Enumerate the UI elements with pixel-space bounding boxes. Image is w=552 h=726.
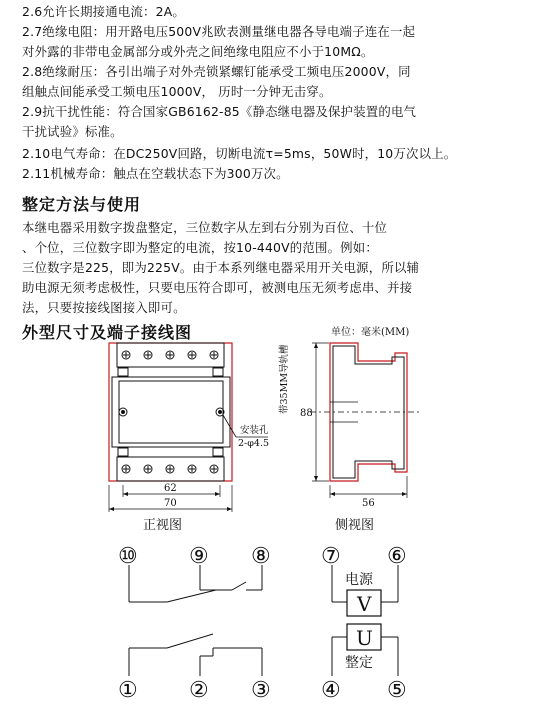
- terminal-5: ⑤: [387, 678, 407, 703]
- section-heading-dimensions: 外型尺寸及端子接线图: [22, 323, 193, 342]
- terminal-1: ①: [118, 678, 138, 703]
- setting-para-2a: 三位数字是225，即为225V。由于本系列继电器采用开关电源，所以辅: [22, 260, 420, 275]
- terminal-2: ②: [189, 678, 209, 703]
- front-slot: [118, 448, 128, 456]
- front-view-caption: 正视图: [143, 518, 183, 533]
- side-view-drawing: [310, 343, 420, 498]
- spec-line-2-8a: 2.8绝缘耐压：各引出端子对外壳锁紧螺钉能承受工频电压2000V，同: [22, 64, 411, 79]
- rail-label: 带35MM导轨槽: [279, 344, 290, 414]
- front-bottom-screws: [122, 465, 218, 473]
- terminal-8: ⑧: [251, 544, 271, 569]
- spec-line-2-8b: 组触点间能承受工频电压1000V， 历时一分钟无击穿。: [22, 84, 332, 99]
- front-slot: [118, 368, 128, 376]
- spec-line-2-9b: 干扰试验》标准。: [22, 124, 123, 139]
- spec-line-2-11: 2.11机械寿命：触点在空载状态下为300万次。: [22, 166, 289, 181]
- spec-line-2-6: 2.6允许长期接通电流：2A。: [22, 4, 185, 19]
- dim-56: 56: [362, 498, 375, 509]
- front-slot: [213, 368, 223, 376]
- terminal-9: ⑨: [189, 544, 209, 569]
- mount-hole-spec: 2-φ4.5: [238, 438, 270, 449]
- front-inner-panel: [119, 381, 223, 443]
- spec-line-2-9a: 2.9抗干扰性能：符合国家GB6162-85《静态继电器及保护装置的电气: [22, 104, 417, 119]
- spec-line-2-10: 2.10电气寿命：在DC250V回路，切断电流τ=5ms，50W时，10万次以上。: [22, 146, 457, 161]
- terminal-7: ⑦: [321, 544, 341, 569]
- v-box-label: V: [357, 592, 372, 616]
- spec-line-2-7a: 2.7绝缘电阻：用开路电压500V兆欧表测量继电器各导电端子连在一起: [22, 24, 416, 39]
- unit-label: 单位：毫米(MM): [331, 327, 410, 338]
- front-slot: [213, 448, 223, 456]
- dim-62: 62: [164, 483, 177, 494]
- front-top-screws: [122, 351, 218, 359]
- terminal-4: ④: [321, 678, 341, 703]
- terminal-6: ⑥: [387, 544, 407, 569]
- u-box-label: U: [356, 626, 373, 650]
- front-middle-panel: [112, 377, 230, 447]
- setting-para-1a: 本继电器采用数字拨盘整定，三位数字从左到右分别为百位、十位: [22, 220, 388, 235]
- spec-line-2-7b: 对外露的非带电金属部分或外壳之间绝缘电阻应不小于10MΩ。: [22, 44, 374, 59]
- setting-para-2b: 助电源无须考虑极性，只要电压符合即可，被测电压无须考虑串、并接: [22, 280, 413, 295]
- dim-88: 88: [300, 408, 313, 419]
- mount-hole-label: 安装孔: [240, 425, 269, 436]
- terminal-10: ⑩: [118, 544, 138, 569]
- section-heading-setting: 整定方法与使用: [22, 195, 142, 214]
- dim-70: 70: [164, 498, 177, 509]
- power-label: 电源: [345, 572, 373, 588]
- setting-para-2c: 法，只要按接线图接入即可。: [22, 300, 186, 315]
- setting-para-1b: 、个位，三位数字即为整定的电流，按10-440V的范围。例如：: [22, 240, 378, 255]
- terminal-3: ③: [251, 678, 271, 703]
- setting-label: 整定: [345, 655, 373, 671]
- side-view-caption: 侧视图: [335, 518, 375, 533]
